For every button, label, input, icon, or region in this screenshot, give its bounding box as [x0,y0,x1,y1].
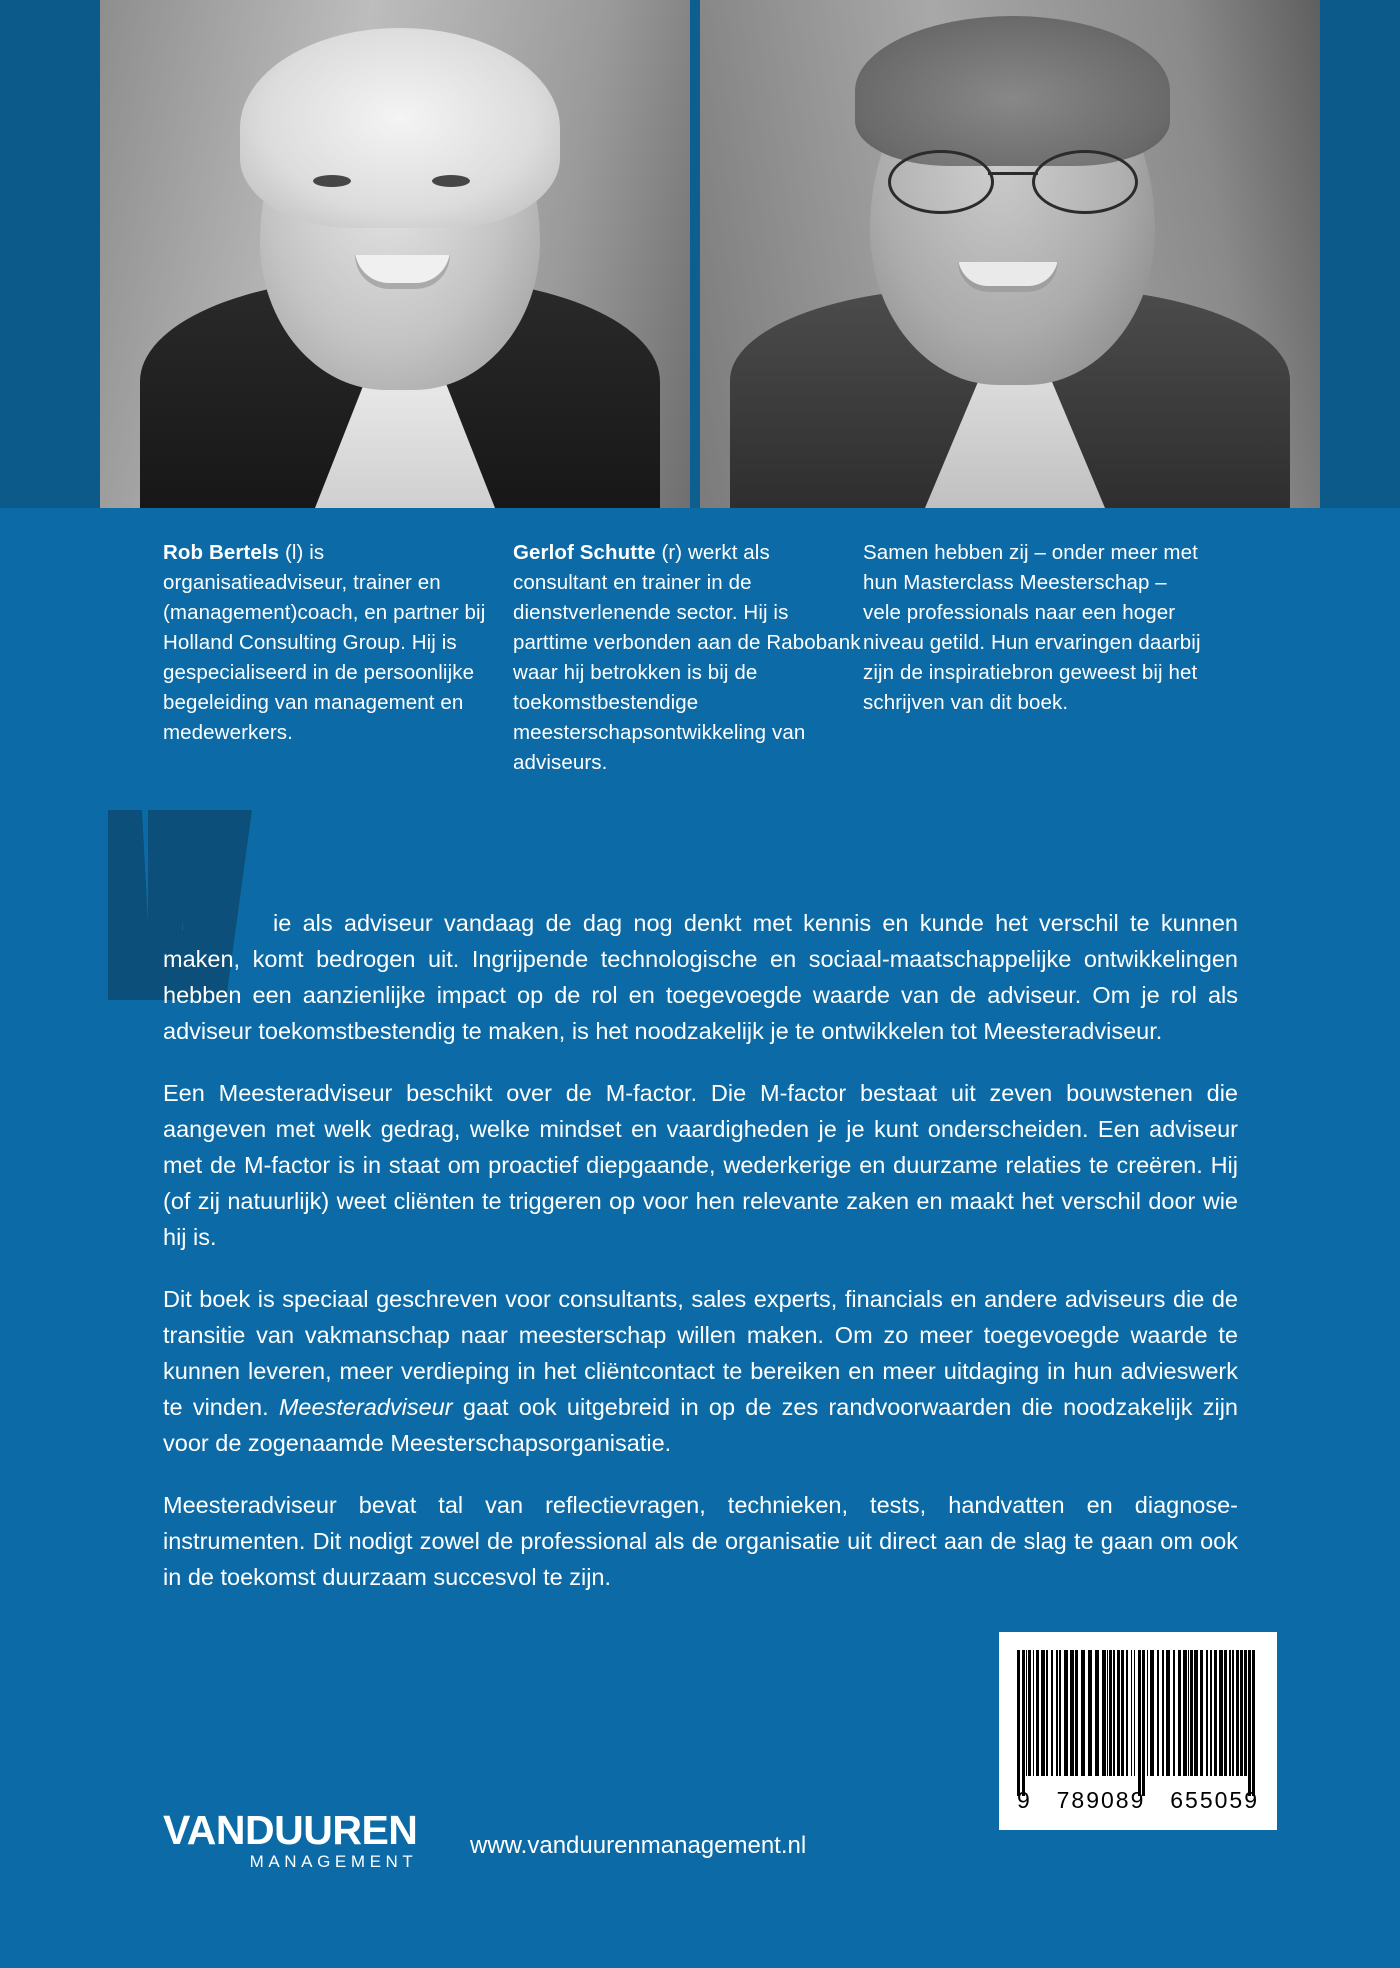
author-bio-2 [513,538,863,778]
portrait-eye-right [432,175,470,187]
author-bios [163,538,1283,778]
author-bio-text-1: is organisatieadviseur, trainer en (management)coach, en partner bij Holland Consulting Group. Hij is gespecialiseerd in de persoonlijke begeleiding van management en medewerkers. [163,541,486,744]
author-photo-band [0,0,1400,508]
photo-band-left-fill [0,0,100,508]
author-bio-3 [863,538,1203,778]
glasses-lens-left [888,150,994,214]
portrait-glasses [888,150,1138,210]
glasses-lens-right [1032,150,1138,214]
author-bio-text-3: Samen hebben zij – onder meer met hun Masterclass Meesterschap – vele professionals naar een hoger niveau getild. Hun ervaringen daarbij zijn de inspiratiebron geweest bij het schrijven van dit boek. [863,541,1201,714]
author-name-1: Rob Bertels [163,541,280,564]
barcode-digit-left: 9 [1017,1787,1032,1813]
author-bio-1 [163,538,513,778]
blurb-p3-before: Dit boek is speciaal geschreven voor consultants, sales experts, financials en andere adviseurs die de transitie van vakmanschap naar meesterschap willen maken. Om zo meer toegevoegde waarde te kunnen leveren, meer verdieping in het cliëntcontact te bereiken en meer uitdaging in hun advieswerk te vinden. [163,1286,1238,1420]
barcode-digit-group-2: 655059 [1170,1787,1259,1813]
author-name-2: Gerlof Schutte [513,541,656,564]
glasses-bridge [988,172,1038,175]
author-bio-text-2: werkt als consultant en trainer in de dienstverlenende sector. Hij is parttime verbonden aan de Rabobank waar hij betrokken is bij de toekomstbestendige meesterschapsontwikkeling van adviseurs. [513,541,861,774]
book-title-italic: Meesteradviseur [278,1394,453,1420]
blurb-p3-after: gaat ook uitgebreid in op de zes randvoorwaarden die noodzakelijk zijn voor de zogenaamde Meesterschapsorganisatie. [163,1394,1238,1456]
blurb-text [163,905,1238,1621]
publisher-subtitle: MANAGEMENT [249,1852,418,1871]
photo-band-right-fill [1320,0,1400,508]
blurb-paragraph-1: ie als adviseur vandaag de dag nog denkt met kennis en kunde het verschil te kunnen maken, komt bedrogen uit. Ingrijpende technologische en sociaal-maatschappelijke ontwikkelingen hebben een aanzienlijke impact op de rol en toegevoegde waarde van de adviseur. Om je rol als adviseur toekomstbestendig te maken, is het noodzakelijk je te ontwikkelen tot Meesteradviseur. [163,910,1238,1044]
publisher-website: www.vanduurenmanagement.nl [470,1832,807,1859]
publisher-logo [163,1808,417,1872]
blurb-paragraph-2: Een Meesteradviseur beschikt over de M-factor. Die M-factor bestaat uit zeven bouwstenen die aangeven met welk gedrag, welke mindset en vaardigheden je je kunt onderscheiden. Een adviseur met de M-factor is in staat om proactief diepgaande, wederkerige en duurzame relaties te creëren. Hij (of zij natuurlijk) weet cliënten te triggeren op voor hen relevante zaken en maakt het verschil door wie hij is. [163,1080,1238,1250]
barcode-digit-group-1: 789089 [1056,1787,1146,1813]
author-side-1: (l) [284,541,304,564]
isbn-barcode [999,1632,1277,1830]
portrait-hair [240,28,560,228]
author-photo-gerlof-schutte [700,0,1320,508]
barcode-digits [1017,1787,1259,1814]
portrait-eye-left [313,175,351,187]
portrait-smile [958,262,1058,292]
author-side-2: (r) [661,541,683,564]
author-photo-rob-bertels [100,0,690,508]
blurb-paragraph-3 [163,1281,1238,1461]
publisher-name: VANDUUREN [163,1807,418,1853]
portrait-hair [855,16,1170,166]
barcode-bars [1017,1650,1259,1776]
blurb-paragraph-4: Meesteradviseur bevat tal van reflectievragen, technieken, tests, handvatten en diagnose-instrumenten. Dit nodigt zowel de professional als de organisatie uit direct aan de slag te gaan om ook in de toekomst duurzaam succesvol te zijn. [163,1492,1238,1590]
